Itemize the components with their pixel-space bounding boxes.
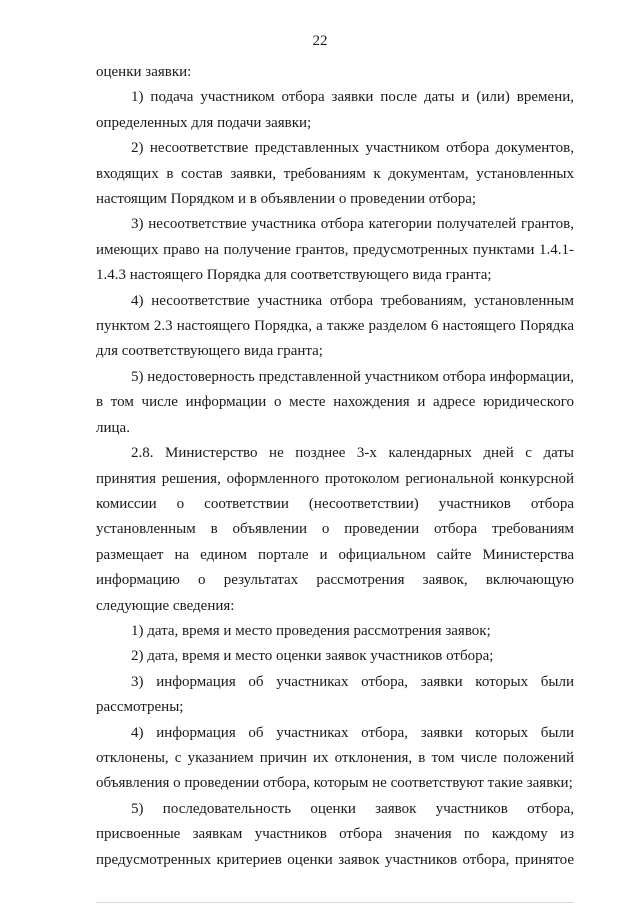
page-number: 22 — [312, 33, 328, 49]
paragraph-info-1: 1) дата, время и место проведения рассмотрения заявок; — [131, 622, 491, 639]
page-bottom-edge — [96, 902, 574, 903]
paragraph-item-3: 3) несоответствие участника отбора категории получателей грантов, имеющих право на получение грантов, предусмотренных пунктами 1.4.1-1.4.3 настоящего Порядка для соответствующего вида гранта; — [96, 216, 574, 284]
paragraph-item-2: 2) несоответствие представленных участником отбора документов, входящих в состав заявки, требованиям к документам, установленных настоящим Порядком и в объявлении о проведении отбора; — [96, 140, 574, 208]
paragraph-item-4: 4) несоответствие участника отбора требованиям, установленным пунктом 2.3 настоящего Порядка, а также разделом 6 настоящего Порядка для соответствующего вида гранта; — [96, 292, 574, 360]
paragraph-item-1: 1) подача участником отбора заявки после даты и (или) времени, определенных для подачи заявки; — [96, 89, 574, 131]
paragraph-clause-2-8: 2.8. Министерство не позднее 3-х календарных дней с даты принятия решения, оформленного протоколом региональной конкурсной комиссии о соответствии (несоответствии) участников отбора установленным в объявлении о проведении отбора требованиям размещает на едином портале и официальном сайте Министерства информацию о результатах рассмотрения заявок, включающую следующие сведения: — [96, 445, 574, 614]
paragraph-continuation: оценки заявки: — [96, 64, 192, 80]
paragraph-info-2: 2) дата, время и место оценки заявок участников отбора; — [131, 648, 494, 665]
body-text — [96, 60, 574, 873]
paragraph-info-4: 4) информация об участниках отбора, заявки которых были отклонены, с указанием причин их отклонения, в том числе положений объявления о проведении отбора, которым не соответствуют такие заявки; — [96, 724, 574, 792]
paragraph-info-5: 5) последовательность оценки заявок участников отбора, присвоенные заявкам участников отбора значения по каждому из предусмотренных критериев оценки заявок участников отбора, принятое — [96, 800, 574, 868]
paragraph-item-5: 5) недостоверность представленной участником отбора информации, в том числе информации о месте нахождения и адресе юридического лица. — [96, 368, 574, 436]
paragraph-info-3: 3) информация об участниках отбора, заявки которых были рассмотрены; — [96, 673, 574, 716]
